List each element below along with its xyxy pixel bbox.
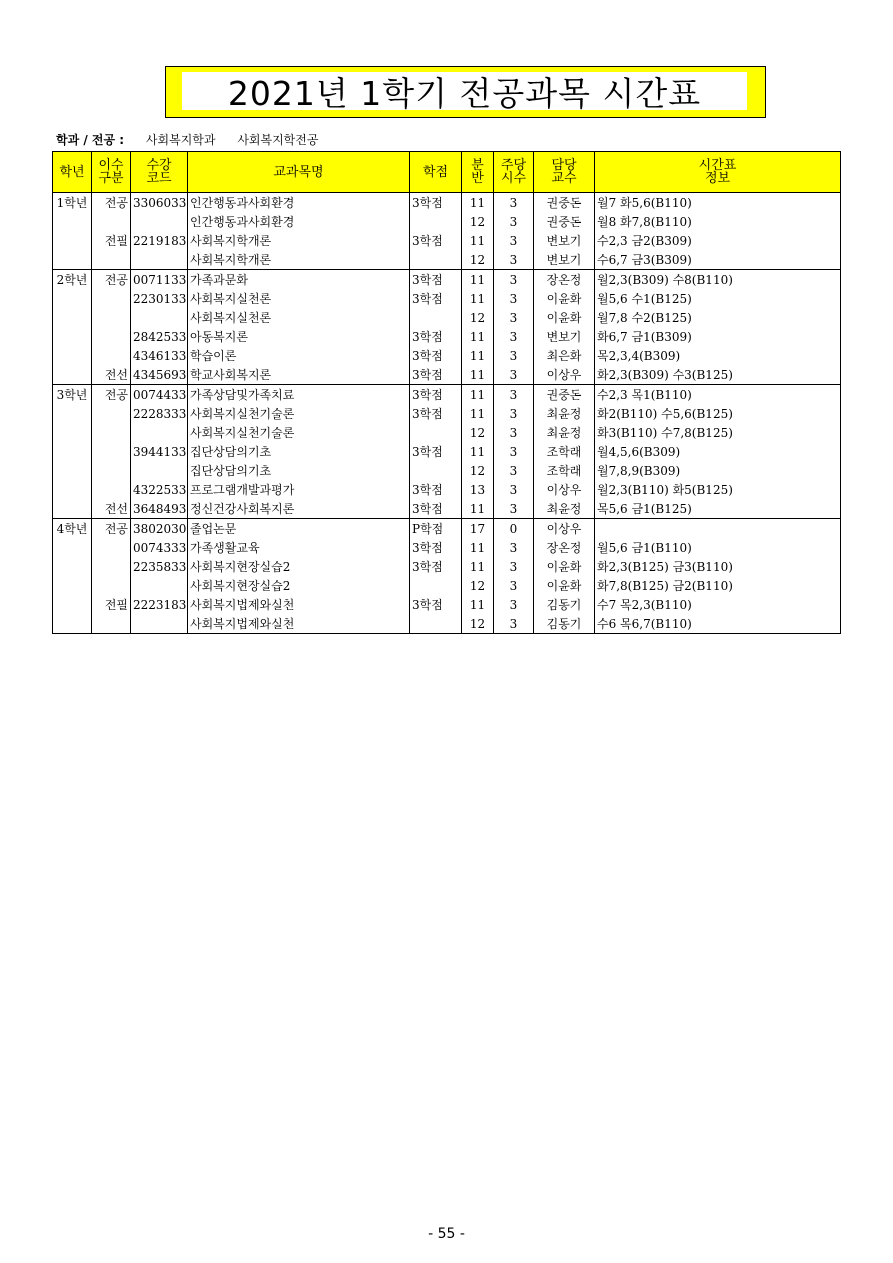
cell-type bbox=[92, 308, 131, 327]
cell-code bbox=[131, 614, 188, 634]
cell-credit: 3학점 bbox=[410, 499, 462, 519]
cell-section: 11 bbox=[462, 289, 494, 308]
cell-code: 3306033 bbox=[131, 193, 188, 213]
cell-name: 가족과문화 bbox=[188, 270, 410, 290]
cell-year: 1학년 bbox=[53, 193, 92, 213]
table-row bbox=[53, 250, 841, 270]
cell-schedule bbox=[595, 519, 841, 539]
cell-credit bbox=[410, 423, 462, 442]
cell-name: 아동복지론 bbox=[188, 327, 410, 346]
cell-professor: 최윤정 bbox=[534, 404, 595, 423]
cell-year bbox=[53, 442, 92, 461]
cell-type bbox=[92, 423, 131, 442]
cell-hours: 3 bbox=[494, 289, 534, 308]
cell-credit: 3학점 bbox=[410, 595, 462, 614]
cell-section: 11 bbox=[462, 404, 494, 423]
header-hours: 주당 시수 bbox=[494, 152, 534, 193]
cell-name: 학교사회복지론 bbox=[188, 365, 410, 385]
header-name: 교과목명 bbox=[188, 152, 410, 193]
cell-year bbox=[53, 461, 92, 480]
cell-code: 2230133 bbox=[131, 289, 188, 308]
cell-type: 전필 bbox=[92, 231, 131, 250]
table-row bbox=[53, 193, 841, 213]
cell-schedule: 월7,8 수2(B125) bbox=[595, 308, 841, 327]
cell-hours: 3 bbox=[494, 614, 534, 634]
cell-code bbox=[131, 212, 188, 231]
cell-professor: 권중돈 bbox=[534, 385, 595, 405]
cell-hours: 3 bbox=[494, 365, 534, 385]
cell-code: 0074433 bbox=[131, 385, 188, 405]
cell-section: 11 bbox=[462, 193, 494, 213]
cell-hours: 3 bbox=[494, 557, 534, 576]
cell-year bbox=[53, 423, 92, 442]
department-label: 학과 / 전공 : bbox=[56, 133, 125, 147]
cell-schedule: 목5,6 금1(B125) bbox=[595, 499, 841, 519]
cell-professor: 이상우 bbox=[534, 480, 595, 499]
cell-professor: 이상우 bbox=[534, 365, 595, 385]
cell-professor: 김동기 bbox=[534, 595, 595, 614]
cell-hours: 3 bbox=[494, 423, 534, 442]
cell-type bbox=[92, 404, 131, 423]
cell-credit: 3학점 bbox=[410, 270, 462, 290]
cell-hours: 3 bbox=[494, 346, 534, 365]
cell-year: 4학년 bbox=[53, 519, 92, 539]
cell-type bbox=[92, 557, 131, 576]
table-row bbox=[53, 519, 841, 539]
cell-credit: 3학점 bbox=[410, 346, 462, 365]
cell-name: 사회복지실천기술론 bbox=[188, 423, 410, 442]
cell-year bbox=[53, 289, 92, 308]
cell-type: 전공 bbox=[92, 193, 131, 213]
cell-name: 사회복지법제와실천 bbox=[188, 614, 410, 634]
cell-schedule: 수2,3 목1(B110) bbox=[595, 385, 841, 405]
cell-professor: 이윤화 bbox=[534, 308, 595, 327]
cell-hours: 3 bbox=[494, 461, 534, 480]
cell-name: 사회복지실천론 bbox=[188, 289, 410, 308]
cell-professor: 권중돈 bbox=[534, 193, 595, 213]
cell-hours: 3 bbox=[494, 212, 534, 231]
cell-hours: 3 bbox=[494, 442, 534, 461]
cell-schedule: 월4,5,6(B309) bbox=[595, 442, 841, 461]
cell-schedule: 화3(B110) 수7,8(B125) bbox=[595, 423, 841, 442]
cell-code: 4322533 bbox=[131, 480, 188, 499]
cell-schedule: 화2(B110) 수5,6(B125) bbox=[595, 404, 841, 423]
cell-section: 11 bbox=[462, 327, 494, 346]
cell-professor: 변보기 bbox=[534, 231, 595, 250]
cell-code: 2219183 bbox=[131, 231, 188, 250]
cell-year bbox=[53, 365, 92, 385]
cell-type: 전선 bbox=[92, 499, 131, 519]
cell-hours: 3 bbox=[494, 499, 534, 519]
cell-credit: 3학점 bbox=[410, 193, 462, 213]
cell-professor: 최윤정 bbox=[534, 423, 595, 442]
cell-year bbox=[53, 250, 92, 270]
department-name: 사회복지학과 bbox=[145, 133, 216, 147]
cell-hours: 3 bbox=[494, 576, 534, 595]
table-row bbox=[53, 423, 841, 442]
cell-section: 12 bbox=[462, 212, 494, 231]
cell-code: 3802030 bbox=[131, 519, 188, 539]
cell-name: 집단상담의기초 bbox=[188, 461, 410, 480]
cell-name: 사회복지학개론 bbox=[188, 250, 410, 270]
cell-professor: 이상우 bbox=[534, 519, 595, 539]
cell-professor: 조학래 bbox=[534, 442, 595, 461]
cell-schedule: 목2,3,4(B309) bbox=[595, 346, 841, 365]
table-row bbox=[53, 499, 841, 519]
cell-schedule: 월7 화5,6(B110) bbox=[595, 193, 841, 213]
cell-name: 사회복지실천기술론 bbox=[188, 404, 410, 423]
table-row bbox=[53, 270, 841, 290]
cell-section: 12 bbox=[462, 576, 494, 595]
cell-credit: 3학점 bbox=[410, 442, 462, 461]
table-row bbox=[53, 595, 841, 614]
cell-code: 2842533 bbox=[131, 327, 188, 346]
cell-type bbox=[92, 289, 131, 308]
cell-type bbox=[92, 480, 131, 499]
cell-hours: 3 bbox=[494, 480, 534, 499]
title-box bbox=[165, 66, 766, 118]
table-row bbox=[53, 442, 841, 461]
cell-year bbox=[53, 231, 92, 250]
cell-name: 사회복지현장실습2 bbox=[188, 576, 410, 595]
header-professor: 담당 교수 bbox=[534, 152, 595, 193]
cell-type bbox=[92, 461, 131, 480]
cell-year bbox=[53, 480, 92, 499]
cell-year bbox=[53, 404, 92, 423]
cell-schedule: 월2,3(B110) 화5(B125) bbox=[595, 480, 841, 499]
cell-hours: 3 bbox=[494, 538, 534, 557]
cell-credit: 3학점 bbox=[410, 404, 462, 423]
cell-credit: 3학점 bbox=[410, 327, 462, 346]
header-credit: 학점 bbox=[410, 152, 462, 193]
cell-year bbox=[53, 346, 92, 365]
table-row bbox=[53, 404, 841, 423]
table-row bbox=[53, 365, 841, 385]
cell-type bbox=[92, 576, 131, 595]
cell-schedule: 월2,3(B309) 수8(B110) bbox=[595, 270, 841, 290]
cell-professor: 이윤화 bbox=[534, 557, 595, 576]
cell-section: 12 bbox=[462, 423, 494, 442]
department-line bbox=[56, 131, 318, 148]
cell-credit: 3학점 bbox=[410, 538, 462, 557]
header-type: 이수 구분 bbox=[92, 152, 131, 193]
cell-type bbox=[92, 614, 131, 634]
cell-schedule: 수6,7 금3(B309) bbox=[595, 250, 841, 270]
cell-credit bbox=[410, 576, 462, 595]
cell-year bbox=[53, 614, 92, 634]
cell-schedule: 수2,3 금2(B309) bbox=[595, 231, 841, 250]
cell-section: 11 bbox=[462, 270, 494, 290]
cell-schedule: 수7 목2,3(B110) bbox=[595, 595, 841, 614]
cell-section: 12 bbox=[462, 250, 494, 270]
cell-name: 사회복지학개론 bbox=[188, 231, 410, 250]
cell-hours: 3 bbox=[494, 231, 534, 250]
cell-year bbox=[53, 308, 92, 327]
cell-name: 가족상담및가족치료 bbox=[188, 385, 410, 405]
cell-code bbox=[131, 461, 188, 480]
cell-section: 11 bbox=[462, 346, 494, 365]
table-row bbox=[53, 614, 841, 634]
header-row bbox=[53, 152, 841, 193]
cell-hours: 0 bbox=[494, 519, 534, 539]
cell-type bbox=[92, 250, 131, 270]
cell-professor: 변보기 bbox=[534, 250, 595, 270]
cell-professor: 장온정 bbox=[534, 538, 595, 557]
cell-section: 11 bbox=[462, 499, 494, 519]
timetable bbox=[52, 151, 841, 634]
cell-credit: 3학점 bbox=[410, 289, 462, 308]
cell-professor: 권중돈 bbox=[534, 212, 595, 231]
table-row bbox=[53, 231, 841, 250]
cell-year bbox=[53, 595, 92, 614]
cell-professor: 장온정 bbox=[534, 270, 595, 290]
cell-hours: 3 bbox=[494, 404, 534, 423]
cell-schedule: 수6 목6,7(B110) bbox=[595, 614, 841, 634]
cell-schedule: 월5,6 금1(B110) bbox=[595, 538, 841, 557]
cell-professor: 이윤화 bbox=[534, 289, 595, 308]
cell-schedule: 화2,3(B309) 수3(B125) bbox=[595, 365, 841, 385]
cell-section: 11 bbox=[462, 385, 494, 405]
cell-credit: 3학점 bbox=[410, 365, 462, 385]
header-section: 분 반 bbox=[462, 152, 494, 193]
cell-type: 전공 bbox=[92, 519, 131, 539]
table-row bbox=[53, 557, 841, 576]
major-name: 사회복지학전공 bbox=[237, 133, 319, 147]
cell-hours: 3 bbox=[494, 308, 534, 327]
cell-name: 집단상담의기초 bbox=[188, 442, 410, 461]
cell-professor: 김동기 bbox=[534, 614, 595, 634]
cell-section: 13 bbox=[462, 480, 494, 499]
cell-year: 3학년 bbox=[53, 385, 92, 405]
cell-name: 졸업논문 bbox=[188, 519, 410, 539]
table-row bbox=[53, 538, 841, 557]
cell-schedule: 화6,7 금1(B309) bbox=[595, 327, 841, 346]
cell-type bbox=[92, 538, 131, 557]
cell-section: 11 bbox=[462, 538, 494, 557]
page-number: - 55 - bbox=[428, 1226, 465, 1242]
header-schedule: 시간표 정보 bbox=[595, 152, 841, 193]
header-year: 학년 bbox=[53, 152, 92, 193]
cell-code: 4345693 bbox=[131, 365, 188, 385]
cell-schedule: 화2,3(B125) 금3(B110) bbox=[595, 557, 841, 576]
cell-credit: 3학점 bbox=[410, 385, 462, 405]
cell-professor: 변보기 bbox=[534, 327, 595, 346]
cell-year bbox=[53, 327, 92, 346]
cell-professor: 이윤화 bbox=[534, 576, 595, 595]
cell-name: 프로그램개발과평가 bbox=[188, 480, 410, 499]
cell-schedule: 화7,8(B125) 금2(B110) bbox=[595, 576, 841, 595]
cell-section: 11 bbox=[462, 365, 494, 385]
cell-code bbox=[131, 250, 188, 270]
cell-credit bbox=[410, 614, 462, 634]
cell-credit: P학점 bbox=[410, 519, 462, 539]
cell-name: 사회복지법제와실천 bbox=[188, 595, 410, 614]
cell-code: 3648493 bbox=[131, 499, 188, 519]
table-row bbox=[53, 308, 841, 327]
cell-name: 사회복지실천론 bbox=[188, 308, 410, 327]
cell-year bbox=[53, 538, 92, 557]
table-row bbox=[53, 385, 841, 405]
cell-type: 전선 bbox=[92, 365, 131, 385]
cell-hours: 3 bbox=[494, 327, 534, 346]
cell-credit: 3학점 bbox=[410, 557, 462, 576]
cell-code bbox=[131, 576, 188, 595]
cell-type: 전공 bbox=[92, 385, 131, 405]
cell-code: 0074333 bbox=[131, 538, 188, 557]
cell-code bbox=[131, 423, 188, 442]
cell-name: 정신건강사회복지론 bbox=[188, 499, 410, 519]
cell-hours: 3 bbox=[494, 193, 534, 213]
table-row bbox=[53, 327, 841, 346]
page-title: 2021년 1학기 전공과목 시간표 bbox=[182, 72, 747, 110]
cell-schedule: 월5,6 수1(B125) bbox=[595, 289, 841, 308]
cell-name: 학습이론 bbox=[188, 346, 410, 365]
cell-year: 2학년 bbox=[53, 270, 92, 290]
cell-professor: 최윤정 bbox=[534, 499, 595, 519]
cell-section: 11 bbox=[462, 231, 494, 250]
cell-code: 0071133 bbox=[131, 270, 188, 290]
header-code: 수강 코드 bbox=[131, 152, 188, 193]
cell-code: 2223183 bbox=[131, 595, 188, 614]
cell-section: 12 bbox=[462, 461, 494, 480]
cell-hours: 3 bbox=[494, 385, 534, 405]
cell-code: 4346133 bbox=[131, 346, 188, 365]
cell-credit bbox=[410, 461, 462, 480]
cell-name: 사회복지현장실습2 bbox=[188, 557, 410, 576]
cell-credit: 3학점 bbox=[410, 231, 462, 250]
cell-name: 인간행동과사회환경 bbox=[188, 212, 410, 231]
table-row bbox=[53, 461, 841, 480]
cell-section: 11 bbox=[462, 557, 494, 576]
cell-code: 2235833 bbox=[131, 557, 188, 576]
cell-schedule: 월7,8,9(B309) bbox=[595, 461, 841, 480]
cell-year bbox=[53, 557, 92, 576]
cell-section: 12 bbox=[462, 308, 494, 327]
cell-type bbox=[92, 442, 131, 461]
table-row bbox=[53, 289, 841, 308]
cell-section: 11 bbox=[462, 442, 494, 461]
cell-credit: 3학점 bbox=[410, 480, 462, 499]
table-row bbox=[53, 346, 841, 365]
cell-name: 가족생활교육 bbox=[188, 538, 410, 557]
table-row bbox=[53, 576, 841, 595]
cell-section: 17 bbox=[462, 519, 494, 539]
table-row bbox=[53, 212, 841, 231]
cell-schedule: 월8 화7,8(B110) bbox=[595, 212, 841, 231]
cell-year bbox=[53, 499, 92, 519]
cell-code bbox=[131, 308, 188, 327]
cell-professor: 조학래 bbox=[534, 461, 595, 480]
cell-year bbox=[53, 576, 92, 595]
cell-section: 11 bbox=[462, 595, 494, 614]
cell-year bbox=[53, 212, 92, 231]
cell-type: 전필 bbox=[92, 595, 131, 614]
cell-credit bbox=[410, 212, 462, 231]
cell-hours: 3 bbox=[494, 595, 534, 614]
cell-type: 전공 bbox=[92, 270, 131, 290]
cell-code: 2228333 bbox=[131, 404, 188, 423]
cell-credit bbox=[410, 308, 462, 327]
cell-credit bbox=[410, 250, 462, 270]
cell-professor: 최은화 bbox=[534, 346, 595, 365]
cell-name: 인간행동과사회환경 bbox=[188, 193, 410, 213]
cell-type bbox=[92, 212, 131, 231]
cell-type bbox=[92, 327, 131, 346]
cell-section: 12 bbox=[462, 614, 494, 634]
cell-hours: 3 bbox=[494, 250, 534, 270]
cell-hours: 3 bbox=[494, 270, 534, 290]
cell-type bbox=[92, 346, 131, 365]
table-row bbox=[53, 480, 841, 499]
cell-code: 3944133 bbox=[131, 442, 188, 461]
